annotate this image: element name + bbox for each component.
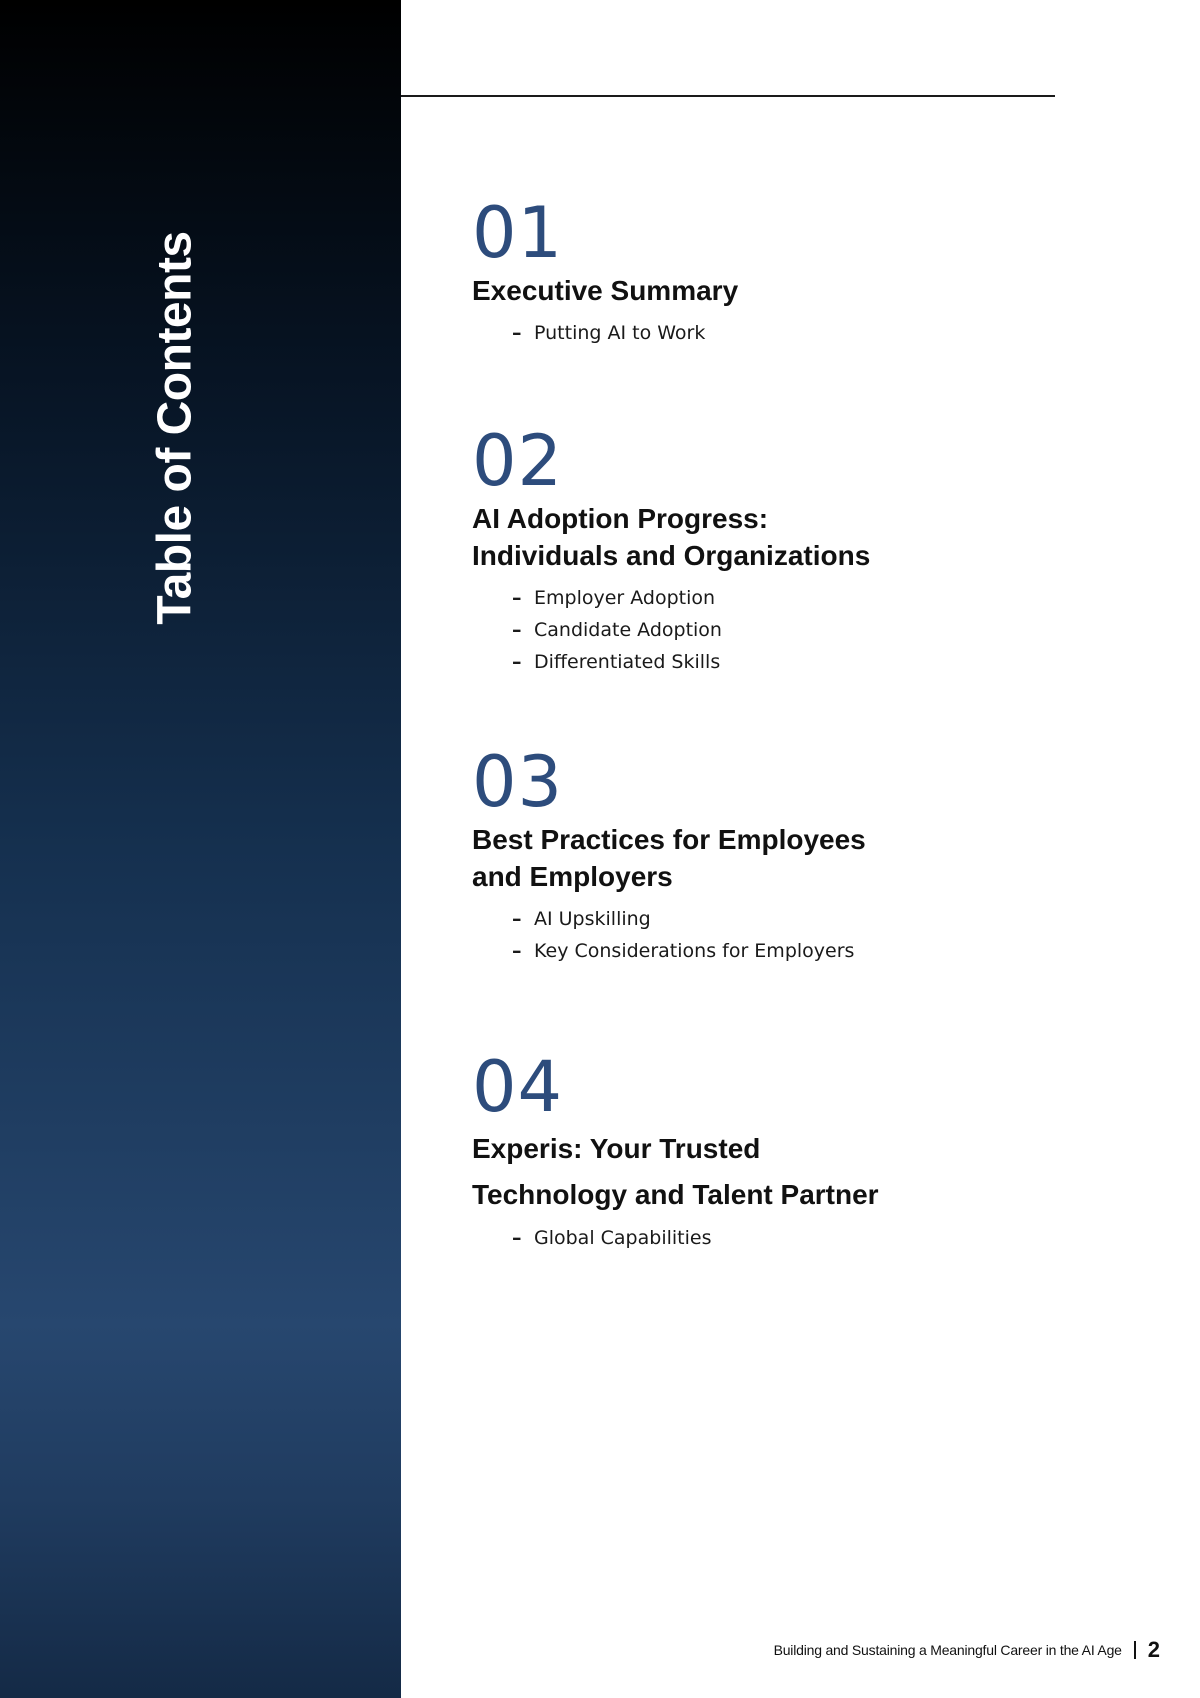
section-title-line: Technology and Talent Partner: [472, 1179, 879, 1210]
dash-bullet-icon: –: [512, 322, 522, 344]
sidebar-title: Table of Contents: [148, 231, 202, 625]
list-item[interactable]: [512, 1222, 1112, 1254]
footer-document-title: Building and Sustaining a Meaningful Career in the AI Age: [773, 1642, 1122, 1658]
list-item-label: Candidate Adoption: [534, 619, 722, 641]
list-item-label: Key Considerations for Employers: [534, 940, 855, 962]
sub-list: [512, 317, 1112, 349]
section-title[interactable]: [472, 272, 1112, 309]
list-item[interactable]: [512, 903, 1112, 935]
top-divider: [401, 95, 1055, 97]
dash-bullet-icon: –: [512, 651, 522, 673]
section-title[interactable]: [472, 500, 1112, 574]
list-item[interactable]: [512, 317, 1112, 349]
list-item[interactable]: [512, 935, 1112, 967]
dash-bullet-icon: –: [512, 908, 522, 930]
section-title-line: Best Practices for Employees: [472, 824, 866, 855]
list-item[interactable]: [512, 646, 1112, 678]
section-title-line: AI Adoption Progress:: [472, 503, 769, 534]
toc-section-01: [472, 192, 1112, 349]
dash-bullet-icon: –: [512, 587, 522, 609]
section-title-line: and Employers: [472, 861, 673, 892]
dash-bullet-icon: –: [512, 940, 522, 962]
page-footer: [774, 1634, 1160, 1666]
dash-bullet-icon: –: [512, 1227, 522, 1249]
list-item-label: Putting AI to Work: [534, 322, 706, 344]
section-number: 04: [472, 1046, 564, 1128]
section-title[interactable]: [472, 1126, 1112, 1218]
section-number: 01: [472, 192, 564, 274]
toc-section-03: [472, 741, 1112, 967]
section-title-line: Experis: Your Trusted: [472, 1133, 761, 1164]
sub-list: [512, 1222, 1112, 1254]
sub-list: [512, 582, 1112, 678]
section-number: 03: [472, 741, 564, 823]
list-item-label: Differentiated Skills: [534, 651, 721, 673]
list-item-label: Employer Adoption: [534, 587, 716, 609]
list-item[interactable]: [512, 614, 1112, 646]
list-item-label: AI Upskilling: [534, 908, 651, 930]
toc-section-02: [472, 420, 1112, 678]
toc-section-04: [472, 1046, 1112, 1254]
section-number: 02: [472, 420, 564, 502]
section-title-line: Executive Summary: [472, 275, 739, 306]
sidebar-panel: [0, 0, 401, 1698]
footer-separator: [1134, 1641, 1136, 1659]
list-item-label: Global Capabilities: [534, 1227, 712, 1249]
section-title-line: Individuals and Organizations: [472, 540, 871, 571]
section-title[interactable]: [472, 821, 1112, 895]
list-item[interactable]: [512, 582, 1112, 614]
sub-list: [512, 903, 1112, 967]
page-number: 2: [1147, 1637, 1160, 1662]
dash-bullet-icon: –: [512, 619, 522, 641]
